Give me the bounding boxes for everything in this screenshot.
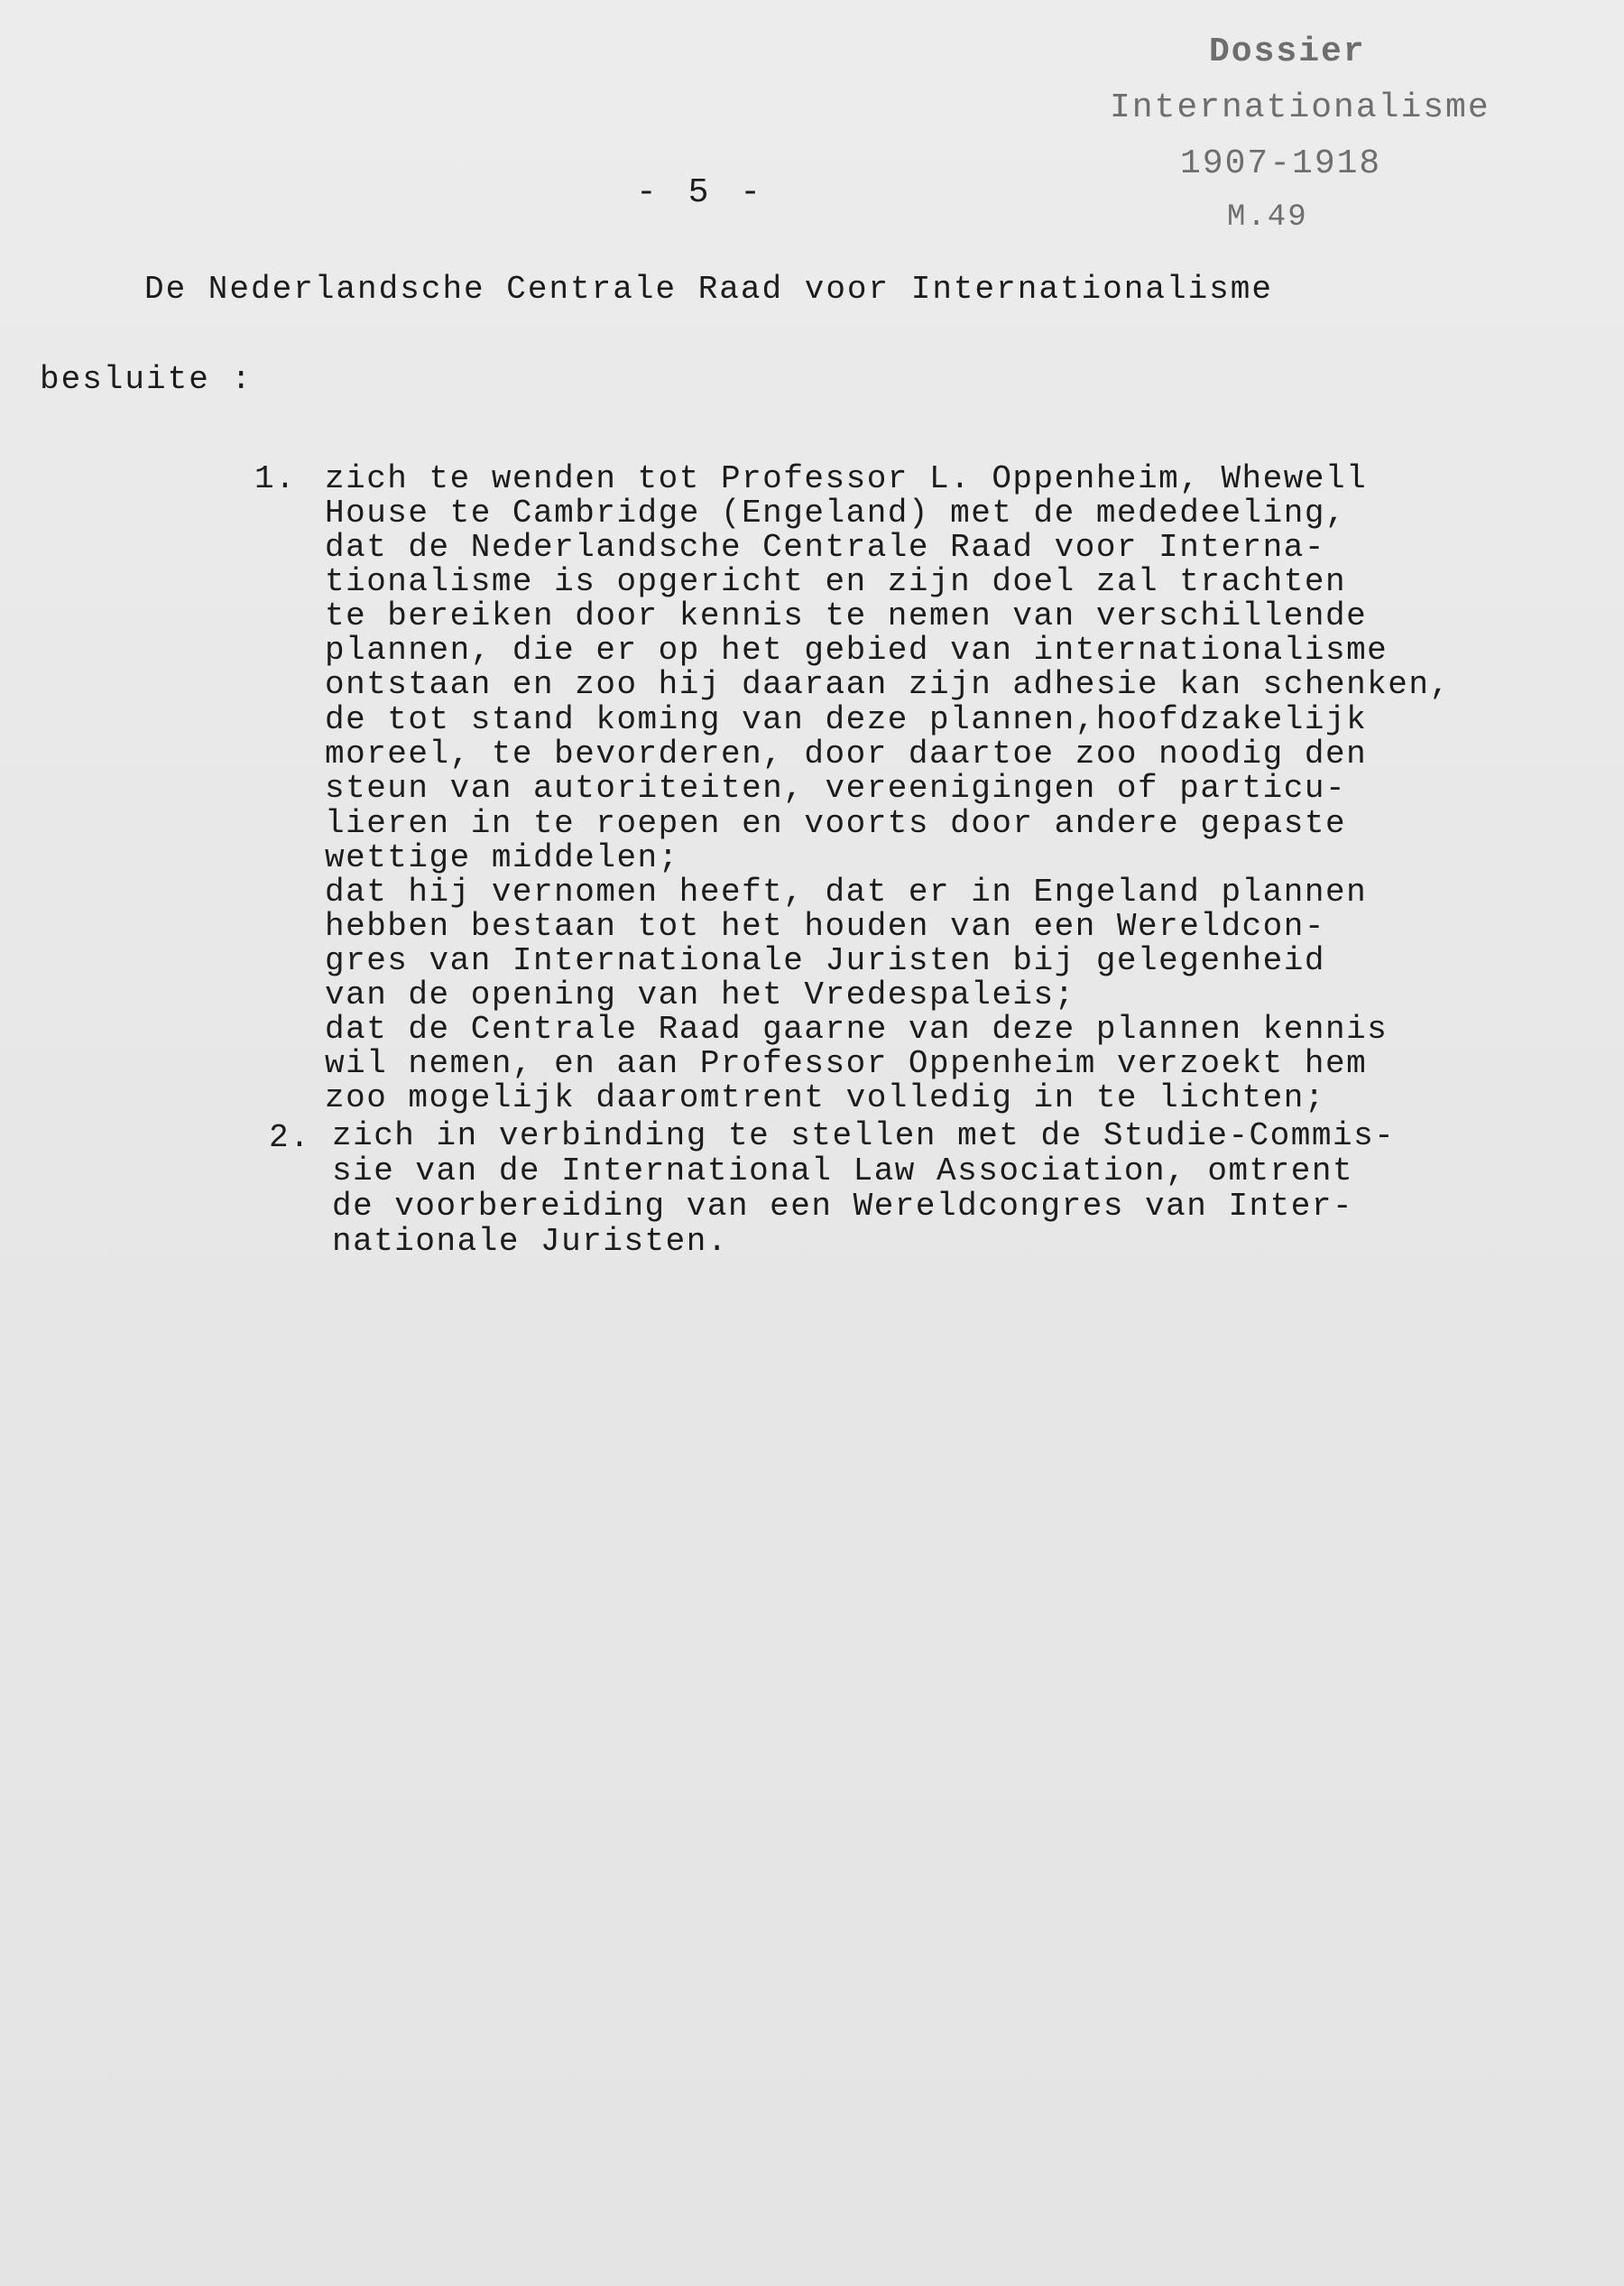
item-line: zich te wenden tot Professor L. Oppenheim, Whewell [325, 460, 1368, 497]
item-line: lieren in te roepen en voorts door andere gepaste [325, 805, 1347, 842]
item-line: de tot stand koming van deze plannen,hoofdzakelijk [325, 701, 1368, 738]
item-line: zoo mogelijk daaromtrent volledig in te lichten; [325, 1079, 1325, 1116]
archive-stamp-dossier: Dossier [1209, 32, 1366, 71]
archive-stamp-years: 1907-1918 [1180, 144, 1382, 183]
item-line: dat hij vernomen heeft, dat er in Engeland plannen [325, 874, 1368, 911]
item-line: dat de Nederlandsche Centrale Raad voor Interna- [325, 529, 1325, 566]
bleed-through-text [198, 408, 1047, 439]
item-line: gres van Internationale Juristen bij gelegenheid [325, 942, 1325, 979]
item-line: tionalisme is opgericht en zijn doel zal trachten [325, 563, 1347, 600]
item-line: wil nemen, en aan Professor Oppenheim verzoekt hem [325, 1045, 1368, 1082]
item-line: moreel, te bevorderen, door daartoe zoo noodig den [325, 736, 1368, 773]
page-number: - 5 - [636, 173, 767, 212]
item-line: sie van de International Law Association, omtrent [332, 1152, 1354, 1189]
item-line: nationale Juristen. [332, 1223, 728, 1260]
archive-stamp-number: M.49 [1227, 200, 1308, 235]
document-heading: De Nederlandsche Centrale Raad voor Internationalisme [144, 271, 1273, 308]
item-line: zich in verbinding te stellen met de Studie-Commis- [332, 1117, 1396, 1154]
item-line: House te Cambridge (Engeland) met de mededeeling, [325, 495, 1347, 532]
item-number: 1. [254, 460, 297, 497]
item-line: dat de Centrale Raad gaarne van deze plannen kennis [325, 1011, 1389, 1048]
item-line: hebben bestaan tot het houden van een Wereldcon- [325, 908, 1325, 945]
item-line: steun van autoriteiten, vereenigingen of particu- [325, 770, 1347, 807]
archive-stamp-collection: Internationalisme [1110, 88, 1490, 127]
item-line: wettige middelen; [325, 839, 679, 876]
item-line: plannen, die er op het gebied van internationalisme [325, 632, 1389, 669]
item-line: te bereiken door kennis te nemen van verschillende [325, 597, 1368, 634]
item-line: de voorbereiding van een Wereldcongres van Inter- [332, 1188, 1354, 1225]
item-number: 2. [269, 1119, 311, 1156]
item-line: ontstaan en zoo hij daaraan zijn adhesie kan schenken, [325, 666, 1451, 703]
decision-label: besluite : [40, 361, 254, 398]
item-line: van de opening van het Vredespaleis; [325, 976, 1075, 1013]
